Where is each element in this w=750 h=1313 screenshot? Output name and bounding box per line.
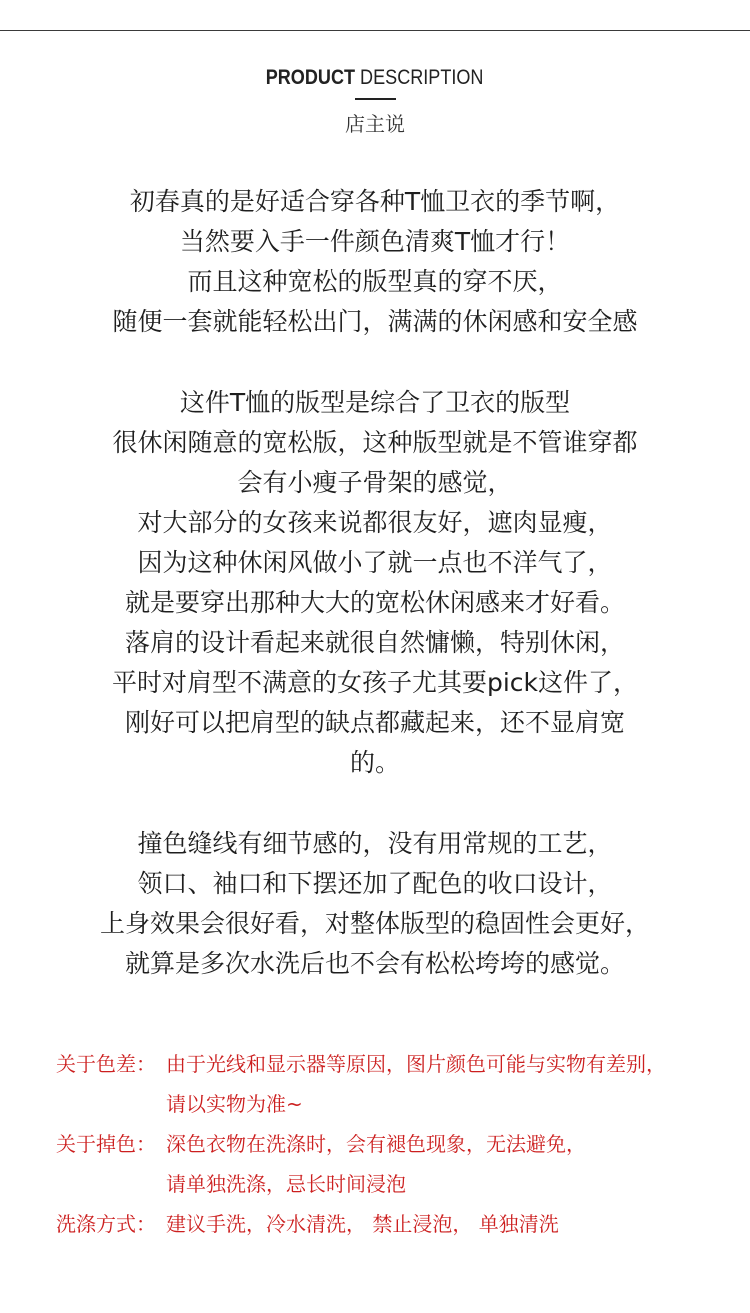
paragraph-fit <box>0 383 750 783</box>
section-header <box>0 66 750 90</box>
header-title <box>266 66 484 90</box>
note-continuation: 请以实物为准~ <box>166 1092 303 1116</box>
header-underline <box>355 98 396 100</box>
paragraph-line: 当然要入手一件颜色清爽T恤才行！ <box>179 227 571 256</box>
paragraph-line: 随便一套就能轻松出门，满满的休闲感和安全感 <box>112 307 638 336</box>
paragraph-intro <box>0 182 750 342</box>
paragraph-line: 很休闲随意的宽松版，这种版型就是不管谁穿都 <box>112 428 638 457</box>
note-label: 关于掉色： <box>56 1132 156 1156</box>
paragraph-line: 撞色缝线有细节感的，没有用常规的工艺， <box>137 829 613 858</box>
notice-section <box>56 1044 736 1244</box>
paragraph-line: 领口、袖口和下摆还加了配色的收口设计， <box>137 869 613 898</box>
paragraph-line: 对大部分的女孩来说都很友好，遮肉显瘦， <box>137 508 613 537</box>
note-text: 建议手洗，冷水清洗， 禁止浸泡， 单独清洗 <box>166 1212 559 1236</box>
paragraph-line: 落肩的设计看起来就很自然慵懒，特别休闲， <box>124 628 625 657</box>
note-fading <box>56 1124 736 1164</box>
note-text: 由于光线和显示器等原因，图片颜色可能与实物有差别， <box>166 1052 666 1076</box>
paragraph-line: 会有小瘦子骨架的感觉， <box>237 468 513 497</box>
header-title-bold: PRODUCT <box>266 66 356 89</box>
note-continuation: 请单独洗涤，忌长时间浸泡 <box>166 1172 406 1196</box>
note-label: 关于色差： <box>56 1052 156 1076</box>
paragraph-line: 上身效果会很好看，对整体版型的稳固性会更好， <box>99 909 650 938</box>
header-subtitle: 店主说 <box>345 112 405 136</box>
note-color-difference <box>56 1044 736 1084</box>
paragraph-line: 初春真的是好适合穿各种T恤卫衣的季节啊， <box>129 187 621 216</box>
paragraph-line: 刚好可以把肩型的缺点都藏起来，还不显肩宽 <box>124 708 625 737</box>
header-title-light: DESCRIPTION <box>360 66 484 89</box>
paragraph-line: 的。 <box>349 748 400 777</box>
paragraph-line: 因为这种休闲风做小了就一点也不洋气了， <box>137 548 613 577</box>
paragraph-details <box>0 824 750 984</box>
paragraph-line: 这件T恤的版型是综合了卫衣的版型 <box>179 388 571 417</box>
paragraph-line: 就算是多次水洗后也不会有松松垮垮的感觉。 <box>124 949 625 978</box>
top-divider <box>0 30 750 31</box>
paragraph-line: 而且这种宽松的版型真的穿不厌， <box>187 267 563 296</box>
note-label: 洗涤方式： <box>56 1212 156 1236</box>
note-text: 深色衣物在洗涤时，会有褪色现象，无法避免， <box>166 1132 586 1156</box>
paragraph-line: 就是要穿出那种大大的宽松休闲感来才好看。 <box>124 588 625 617</box>
note-washing-method <box>56 1204 736 1244</box>
paragraph-line: 平时对肩型不满意的女孩子尤其要pick这件了， <box>111 668 639 697</box>
